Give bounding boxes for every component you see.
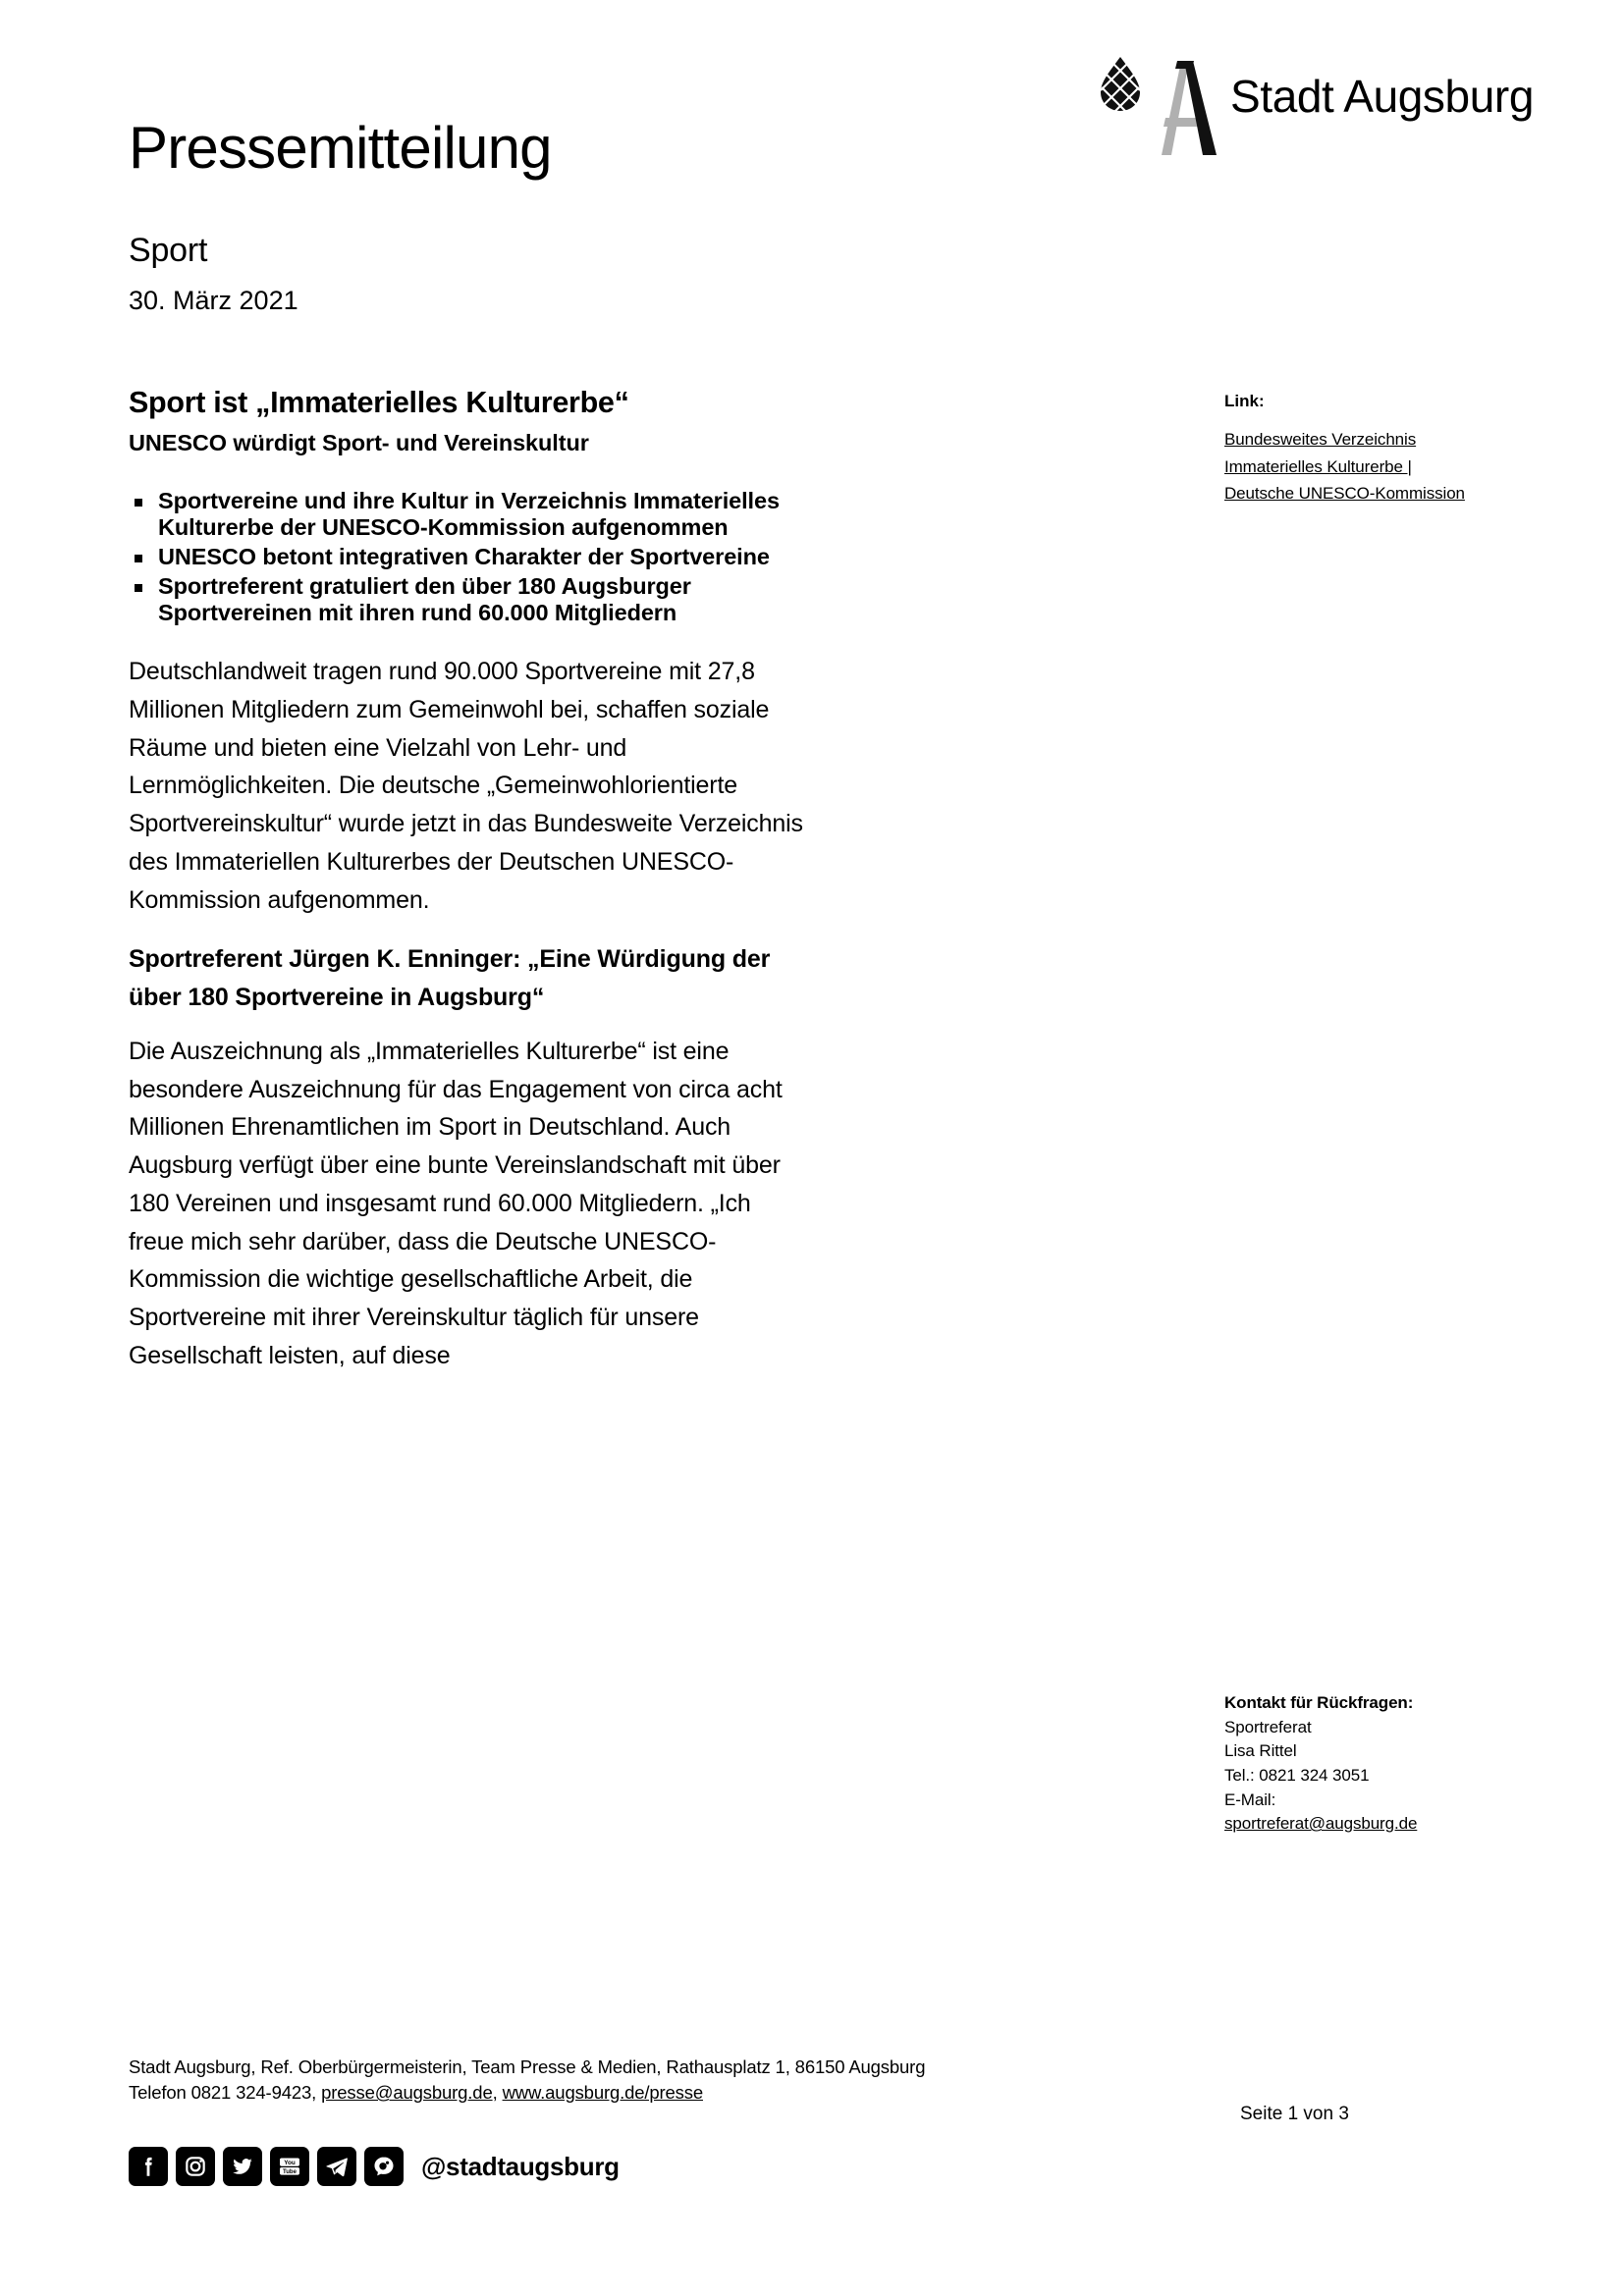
instagram-icon[interactable]: [176, 2147, 215, 2186]
key-points-list: [129, 488, 806, 628]
square-bullet-icon: [135, 499, 142, 507]
facebook-icon[interactable]: [129, 2147, 168, 2186]
footer-phone: Telefon 0821 324-9423,: [129, 2082, 322, 2104]
svg-text:Tube: Tube: [283, 2169, 297, 2175]
footer-contact-line: [129, 2080, 1110, 2106]
zirbelnuss-a-icon: [1091, 39, 1220, 157]
sidebar-link-box: [1224, 391, 1470, 507]
article-headline: Sport ist „Immaterielles Kulturerbe“: [129, 386, 629, 419]
logo-wordmark: Stadt Augsburg: [1230, 71, 1534, 122]
social-media-bar: [129, 2147, 620, 2186]
list-item-text: Sportvereine und ihre Kultur in Verzeichnis Immaterielles Kulturerbe der UNESCO-Kommission aufgenommen: [158, 487, 780, 541]
list-item: [129, 544, 806, 571]
nebenan-chat-icon[interactable]: [364, 2147, 404, 2186]
article-paragraph-1: Deutschlandweit tragen rund 90.000 Sportvereine mit 27,8 Millionen Mitgliedern zum Gemeinwohl bei, schaffen soziale Räume und bieten eine Vielzahl von Lehr- und Lernmöglichkeiten. Die deutsche „Gemeinwohlorientierte Sportvereinskultur“ wurde jetzt in das Bundesweite Verzeichnis des Immateriellen Kulturerbes der Deutschen UNESCO-Kommission aufgenommen.: [129, 658, 803, 914]
unesco-verzeichnis-link[interactable]: Bundesweites Verzeichnis Immaterielles Kulturerbe | Deutsche UNESCO-Kommission: [1224, 430, 1465, 504]
contact-heading: Kontakt für Rückfragen:: [1224, 1693, 1414, 1712]
square-bullet-icon: [135, 555, 142, 562]
square-bullet-icon: [135, 584, 142, 592]
footer: [129, 2055, 1110, 2107]
youtube-icon[interactable]: [270, 2147, 309, 2186]
department-heading: Sport: [129, 232, 208, 269]
list-item-text: UNESCO betont integrativen Charakter der Sportvereine: [158, 544, 770, 570]
article-subheadline: UNESCO würdigt Sport- und Vereinskultur: [129, 430, 589, 456]
footer-email-link[interactable]: presse@augsburg.de: [321, 2082, 493, 2104]
contact-email-link[interactable]: sportreferat@augsburg.de: [1224, 1814, 1418, 1834]
publish-date: 30. März 2021: [129, 286, 298, 315]
footer-web-link[interactable]: www.augsburg.de/presse: [502, 2082, 703, 2104]
svg-text:You: You: [284, 2160, 296, 2166]
twitter-icon[interactable]: [223, 2147, 262, 2186]
telegram-icon[interactable]: [317, 2147, 356, 2186]
stadt-augsburg-logo: [1091, 39, 1534, 157]
list-item: [129, 573, 806, 627]
social-handle: @stadtaugsburg: [421, 2152, 620, 2181]
contact-department: Sportreferat: [1224, 1717, 1312, 1736]
article-body: [129, 385, 806, 1391]
contact-person: Lisa Rittel: [1224, 1741, 1297, 1761]
page-number: Seite 1 von 3: [1240, 2104, 1349, 2124]
article-paragraph-2: Die Auszeichnung als „Immaterielles Kulturerbe“ ist eine besondere Auszeichnung für das Engagement von circa acht Millionen Ehrenamtlichen im Sport in Deutschland. Auch Augsburg verfügt über eine bunte Vereinslandschaft mit über 180 Vereinen und insgesamt rund 60.000 Mitgliedern. „Ich freue mich sehr darüber, dass die Deutsche UNESCO-Kommission die wichtige gesellschaftliche Arbeit, die Sportvereine mit ihrer Vereinskultur täglich für unsere Gesellschaft leisten, auf diese: [129, 1037, 783, 1369]
sidebar-link-label: Link:: [1224, 392, 1265, 410]
contact-phone: Tel.: 0821 324 3051: [1224, 1765, 1370, 1785]
footer-address: Stadt Augsburg, Ref. Oberbürgermeisterin, Team Presse & Medien, Rathausplatz 1, 86150 Augsburg: [129, 2056, 926, 2077]
list-item-text: Sportreferent gratuliert den über 180 Augsburger Sportvereinen mit ihren rund 60.000 Mitgliedern: [158, 572, 691, 626]
sidebar-contact-box: [1224, 1691, 1480, 1837]
footer-separator: ,: [492, 2082, 503, 2104]
page-title: Pressemitteilung: [129, 115, 552, 181]
contact-email-label: E-Mail:: [1224, 1789, 1276, 1809]
list-item: [129, 488, 806, 542]
article-quote-heading: Sportreferent Jürgen K. Enninger: „Eine Würdigung der über 180 Sportvereine in Augsburg“: [129, 945, 771, 1012]
